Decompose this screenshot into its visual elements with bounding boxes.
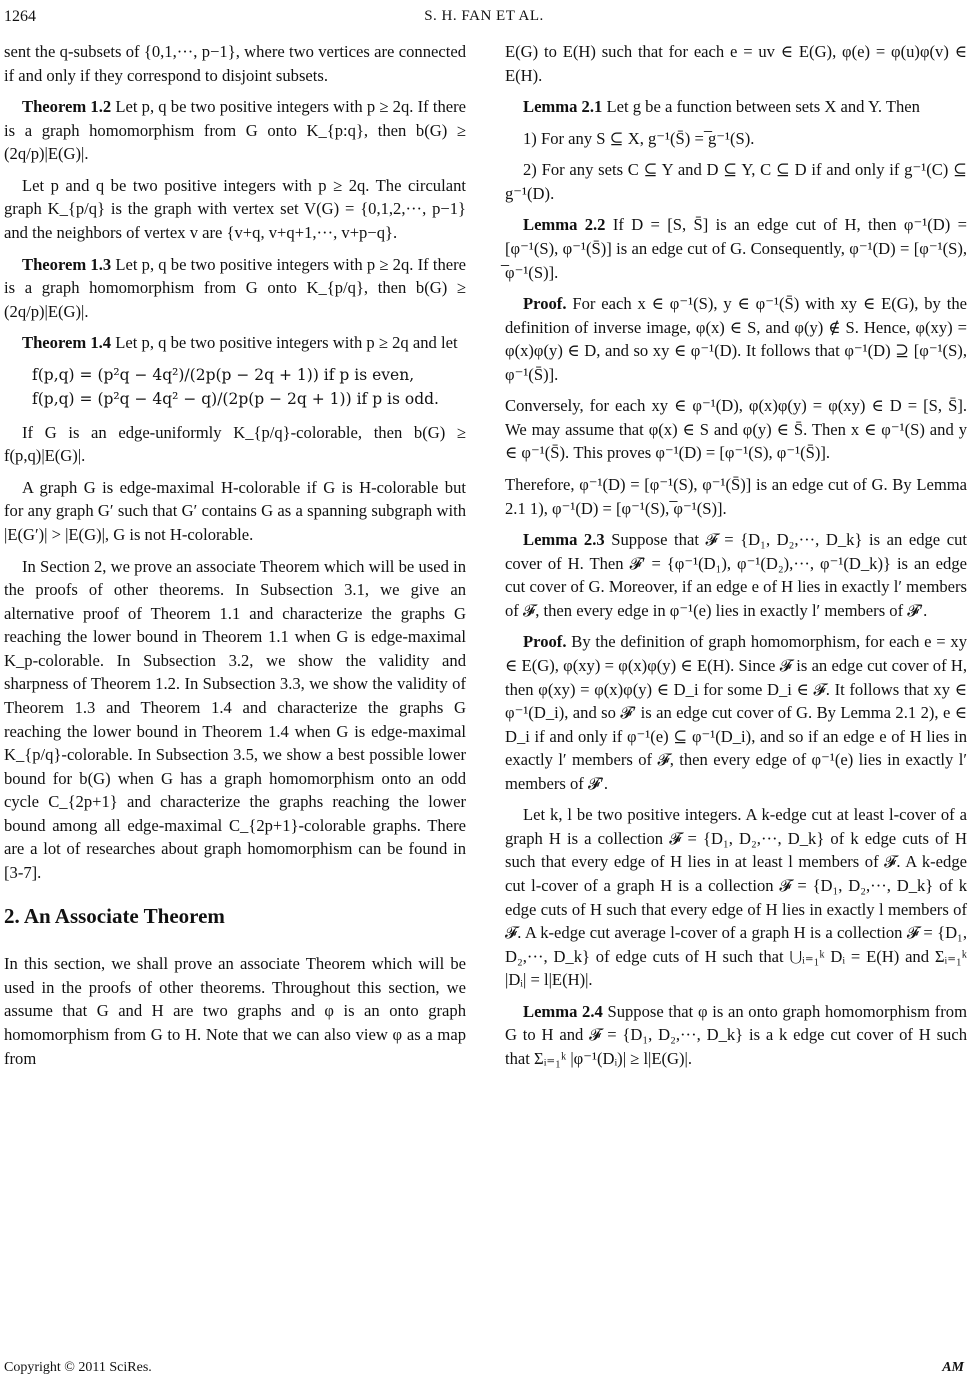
proof-lemma-2-3 [505,630,967,795]
theorem-1-4 [4,331,466,355]
running-head: S. H. FAN ET AL. [424,8,544,24]
circulant-definition: Let p and q be two positive integers with p ≥ 2q. The circulant graph K_{p/q} is the graph with vertex set V(G) = {0,1,2,···, p−1} and the neighbors of vertex v are {v+q, v+q+1,···, v+p−q}. [4,175,466,242]
lemma-body: Suppose that φ is an onto graph homomorphism from G to H and 𝓕 = {D₁, D₂,···, D_k} is a k edge cut cover of H such that Σᵢ₌₁ᵏ |φ⁻¹(Dᵢ)| ≥ l|E(G)|. [505,1001,967,1068]
case-even: f(p,q) = (p²q − 4q²)/(2p(p − 2q + 1)) if p is even, [32,365,415,384]
paper-outline: In Section 2, we prove an associate Theorem which will be used in the proofs of other theorems. In Subsection 3.1, we give an alternative proof of Theorem 1.1 and characterize the graphs G reaching the lower bound in Theorem 1.1 when G is edge-maximal K_p-colorable. In Subsection 3.2, we show the validity and sharpness of Theorem 1.2. In Subsection 3.3, we show the validity of Theorem 1.3 and Theorem 1.4 and characterize the graphs G reaching the lower bound in Theorem 1.4 when G is edge-maximal K_{p/q}-colorable. In Subsection 3.5, we show a best possible lower bound for b(G) when G has a graph homomorphism onto an odd cycle C_{2p+1} and characterize the graphs reaching the lower bound among all edge-maximal C_{2p+1}-colorable graphs. There are a lot of researches about graph homomorphism can be found in [3-7]. [4,556,466,882]
cover-definitions: Let k, l be two positive integers. A k-edge cut at least l-cover of a graph H is a collection 𝓕 = {D₁, D₂,···, D_k} of k edge cuts of H such that every edge of H lies in at least l members of 𝓕. A k-edge cut l-cover of a graph H is a collection 𝓕 = {D₁, D₂,···, D_k} of k edge cuts of H such that every edge of H lies in exactly l members of 𝓕. A k-edge cut average l-cover of a graph H is a collection 𝓕 = {D₁, D₂,···, D_k} of edge cuts of H such that ⋃ᵢ₌₁ᵏ Dᵢ = E(H) and Σᵢ₌₁ᵏ |Dᵢ| = l|E(H)|. [505,805,967,990]
lemma-label: Lemma 2.4 [523,1001,603,1021]
proof-label: Proof. [523,294,567,314]
theorem-label: Theorem 1.3 [22,254,112,274]
copyright-notice: Copyright © 2011 SciRes. [4,1360,152,1375]
theorem-body: Let p, q be two positive integers with p ≥ 2q and let [115,333,458,353]
paragraph-continuation: sent the q-subsets of {0,1,···, p−1}, where two vertices are connected if and only if they correspond to disjoint subsets. [4,42,466,85]
theorem-body: Let p, q be two positive integers with p ≥ 2q. If there is a graph homomorphism from G onto K_{p:q}, then b(G) ≥ (2q/p)|E(G)|. [4,97,467,164]
lemma-2-3 [505,528,967,622]
section-heading: 2. An Associate Theorem [4,904,225,929]
proof-continuation: Conversely, for each xy ∈ φ⁻¹(D), φ(x)φ(y) = φ(xy) ∈ D = [S, S̄]. We may assume that φ(x) ∈ S and φ(y) ∈ S̄. Then x ∈ φ⁻¹(S) and y ∈ φ⁻¹(S̄). This proves φ⁻¹(D) = [φ⁻¹(S), φ⁻¹(S̄)]. [505,396,967,463]
theorem-label: Theorem 1.4 [22,333,112,353]
lemma-label: Lemma 2.2 [523,215,606,235]
piecewise-function [32,363,466,411]
proof-lemma-2-2 [505,292,967,386]
proof-body: For each x ∈ φ⁻¹(S), y ∈ φ⁻¹(S̄) with xy ∈ E(G), by the definition of inverse image, φ(x) ∈ S, and φ(y) ∉ S. Hence, φ(xy) = φ(x)φ(y) ∈ D, and so xy ∈ φ⁻¹(D). It follows that φ⁻¹(D) ⊇ [φ⁻¹(S), φ⁻¹(S̄)]. [505,294,967,384]
theorem-body: Let p, q be two positive integers with p ≥ 2q. If there is a graph homomorphism from G onto K_{p/q}, then b(G) ≥ (2q/p)|E(G)|. [4,254,467,321]
lemma-label: Lemma 2.3 [523,530,605,550]
theorem-1-3 [4,253,466,324]
left-column [4,40,466,1078]
lemma-body: Suppose that 𝓕 = {D₁, D₂,···, D_k} is an edge cut cover of H. Then 𝓕′ = {φ⁻¹(D₁), φ⁻¹(D₂),···, φ⁻¹(D_k)} is an edge cut cover of G. Moreover, if an edge e of H lies in exactly l′ members of 𝓕, then every edge in φ⁻¹(e) lies in exactly l′ members of 𝓕′. [505,530,967,620]
page-header [0,8,968,32]
journal-abbreviation: AM [942,1360,964,1375]
paragraph-continuation: E(G) to E(H) such that for each e = uv ∈ E(G), φ(e) = φ(u)φ(v) ∈ E(H). [505,42,967,85]
case-odd: f(p,q) = (p²q − 4q² − q)/(2p(p − 2q + 1)) if p is odd. [32,389,439,408]
lemma-body: Let g be a function between sets X and Y. Then [606,97,920,117]
section-intro: In this section, we shall prove an associate Theorem which will be used in the proofs of other theorems. Throughout this section, we assume that G and H are two graphs and φ is an onto graph homomorphism from G to H. Note that we can also view φ as a map from [4,954,466,1068]
lemma-2-1 [505,95,967,119]
proof-body: By the definition of graph homomorphism, for each e = xy ∈ E(G), φ(xy) = φ(x)φ(y) ∈ E(H). Since 𝓕 is an edge cut cover of H, then φ(xy) = φ(x)φ(y) ∈ D_i for some D_i ∈ 𝓕. It follows that xy ∈ φ⁻¹(D_i), and so 𝓕′ is an edge cut cover of G. By Lemma 2.1 2), e ∈ D_i if and only if φ⁻¹(e) ⊆ φ⁻¹(D_i), and so if an edge e of H lies in exactly l′ members of 𝓕, then every edge of φ⁻¹(e) lies in exactly l′ members of 𝓕′. [505,632,967,793]
theorem-1-4-conclusion: If G is an edge-uniformly K_{p/q}-colorable, then b(G) ≥ f(p,q)|E(G)|. [4,422,466,466]
lemma-2-1-item-1: 1) For any S ⊆ X, g⁻¹(S̄) = ̅g⁻¹(S). [523,128,755,148]
theorem-label: Theorem 1.2 [22,97,112,117]
proof-label: Proof. [523,632,567,652]
lemma-2-2 [505,213,967,284]
edge-maximal-definition: A graph G is edge-maximal H-colorable if G is H-colorable but for any graph G′ such that G′ contains G as a spanning subgraph with |E(G′)| > |E(G)|, G is not H-colorable. [4,477,466,545]
proof-conclusion: Therefore, φ⁻¹(D) = [φ⁻¹(S), φ⁻¹(S̄)] is an edge cut of G. By Lemma 2.1 1), φ⁻¹(D) = [φ⁻¹(S), ̅φ⁻¹(S)]. [505,475,967,518]
lemma-2-4 [505,1000,967,1071]
lemma-body: If D = [S, S̄] is an edge cut of H, then φ⁻¹(D) = [φ⁻¹(S), φ⁻¹(S̄)] is an edge cut of G. Consequently, φ⁻¹(D) = [φ⁻¹(S), ̅φ⁻¹(S)]. [505,215,967,282]
theorem-1-2 [4,95,466,166]
lemma-2-1-item-2: 2) For any sets C ⊆ Y and D ⊆ Y, C ⊆ D if and only if g⁻¹(C) ⊆ g⁻¹(D). [505,160,967,203]
page-footer [4,1360,964,1382]
page-number: 1264 [4,8,36,25]
right-column [505,40,967,1079]
lemma-label: Lemma 2.1 [523,97,603,117]
